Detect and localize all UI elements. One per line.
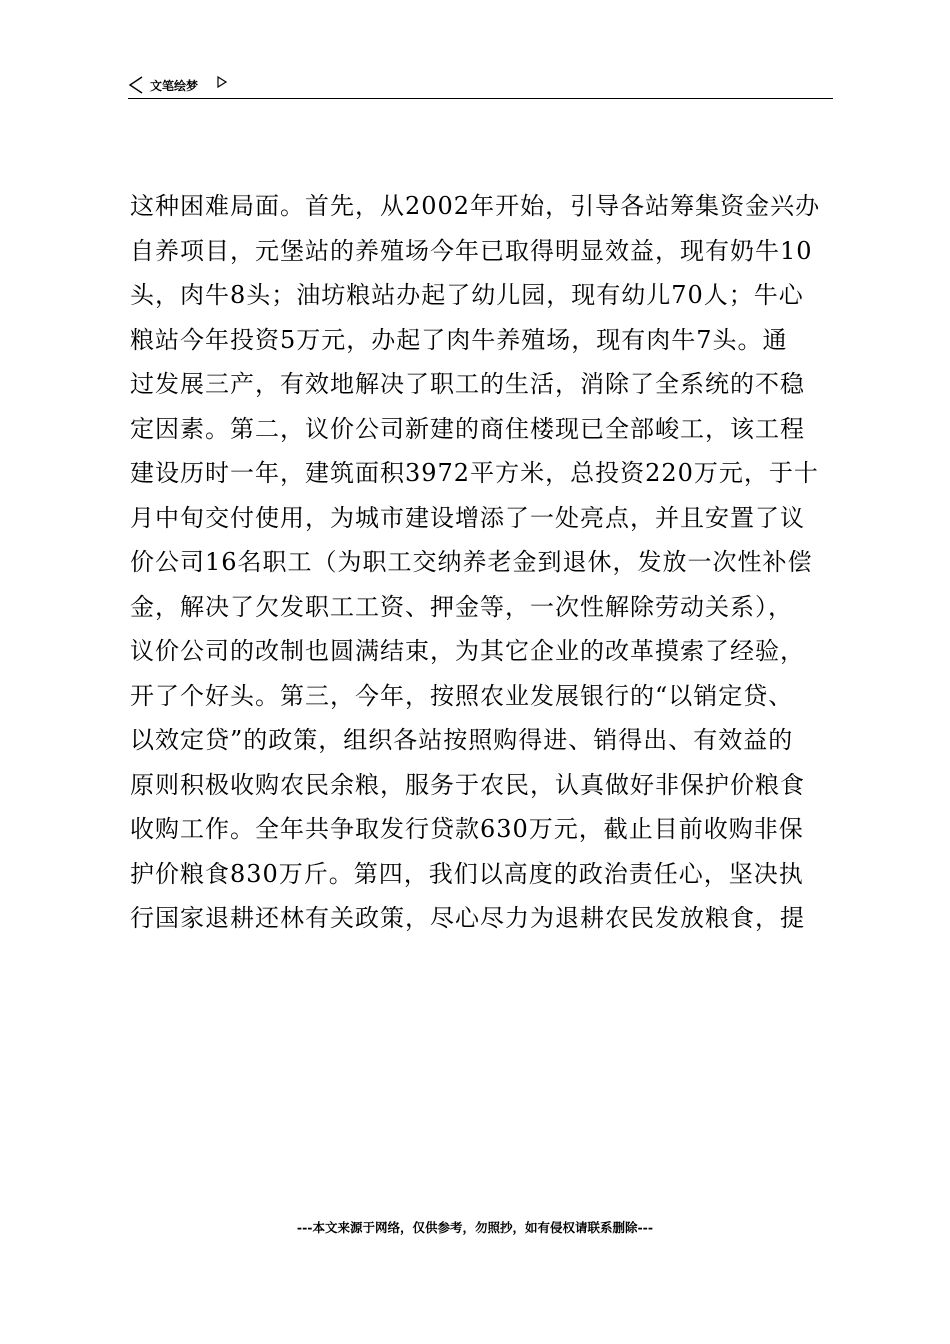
text-line: 这种困难局面。首先，从2002年开始，引导各站筹集资金兴办 <box>130 192 821 220</box>
text-line: 议价公司的改制也圆满结束，为其它企业的改革摸索了经验， <box>130 637 805 665</box>
text-line: 建设历时一年，建筑面积3972平方米，总投资220万元，于十 <box>130 459 819 487</box>
text-line: 定因素。第二，议价公司新建的商住楼现已全部峻工，该工程 <box>130 414 805 443</box>
text-line: 开了个好头。第三，今年，按照农业发展银行的“以销定贷、 <box>130 681 794 710</box>
header-brand: 文笔绘梦 <box>150 79 199 93</box>
footer-disclaimer: ---本文来源于网络，仅供参考，勿照抄，如有侵权请联系删除--- <box>296 1220 654 1235</box>
text-line: 头，肉牛8头；油坊粮站办起了幼儿园，现有幼儿70人；牛心 <box>130 281 804 309</box>
text-line: 过发展三产，有效地解决了职工的生活，消除了全系统的不稳 <box>130 370 805 398</box>
text-line: 原则积极收购农民余粮，服务于农民，认真做好非保护价粮食 <box>130 770 805 799</box>
text-line: 价公司16名职工（为职工交纳养老金到退休，发放一次性补偿 <box>130 548 813 576</box>
text-line: 以效定贷”的政策，组织各站按照购得进、销得出、有效益的 <box>130 726 794 754</box>
text-line: 金，解决了欠发职工工资、押金等，一次性解除劳动关系）， <box>130 592 793 621</box>
page-header <box>128 74 833 99</box>
text-line: 月中旬交付使用，为城市建设增添了一处亮点，并且安置了议 <box>130 503 805 532</box>
body-paragraph <box>130 184 830 941</box>
text-line: 护价粮食830万斤。第四，我们以高度的政治责任心，坚决执 <box>130 859 804 888</box>
text-line: 收购工作。全年共争取发行贷款630万元，截止目前收购非保 <box>130 815 804 843</box>
triangle-left-icon <box>128 76 144 94</box>
triangle-right-icon <box>216 76 228 88</box>
text-line: 粮站今年投资5万元，办起了肉牛养殖场，现有肉牛7头。通 <box>130 325 788 354</box>
text-line: 行国家退耕还林有关政策，尽心尽力为退耕农民发放粮食，提 <box>130 904 805 932</box>
text-line: 自养项目，元堡站的养殖场今年已取得明显效益，现有奶牛10 <box>130 236 813 265</box>
